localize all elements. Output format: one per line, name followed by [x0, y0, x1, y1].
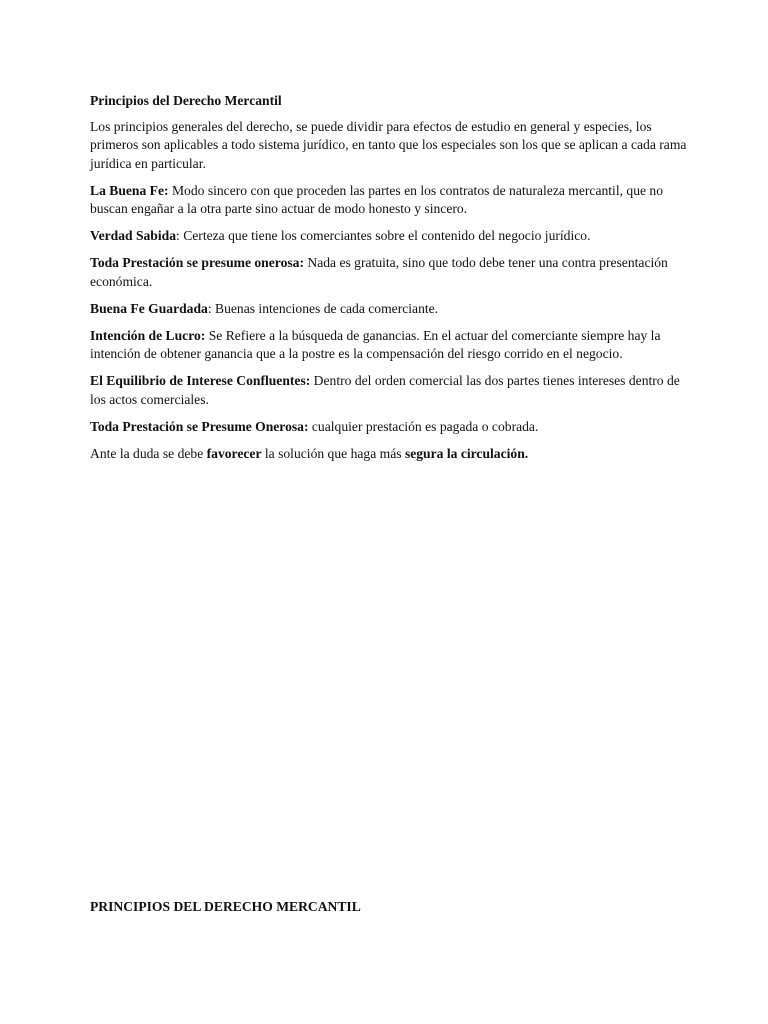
principle-text: : Certeza que tiene los comerciantes sobre el contenido del negocio jurídico.: [176, 228, 591, 244]
closing-bold-2: segura la circulación.: [404, 446, 529, 462]
closing-paragraph: [90, 445, 690, 463]
closing-text-1: Ante la duda se debe: [90, 446, 207, 462]
closing-bold-1: favorecer: [206, 446, 262, 462]
principle-term: Toda Prestación se Presume Onerosa:: [90, 418, 309, 434]
principle-equilibrio-intereses: [90, 372, 690, 408]
principle-text: Modo sincero con que proceden las partes en los contratos de naturaleza mercantil, que no buscan engañar a la otra parte sino actuar de modo honesto y sincero.: [90, 182, 664, 217]
principle-term: El Equilibrio de Interese Confluentes:: [90, 373, 311, 389]
principle-text: Dentro del orden comercial las dos partes tienes intereses dentro de los actos comerciales.: [90, 373, 680, 407]
principle-buena-fe: [90, 182, 690, 218]
closing-text-2: la solución que haga más: [261, 446, 405, 462]
principle-text: cualquier prestación es pagada o cobrada.: [308, 418, 539, 434]
principle-text: : Buenas intenciones de cada comerciante.: [207, 300, 439, 316]
principle-term: Toda Prestación se presume onerosa:: [90, 255, 304, 271]
principle-term: Intención de Lucro:: [90, 328, 206, 344]
principle-prestacion-presume-onerosa: [90, 418, 690, 436]
principle-term: Buena Fe Guardada: [90, 300, 208, 316]
principle-prestacion-onerosa: [90, 254, 690, 290]
principle-text: Se Refiere a la búsqueda de ganancias. En el actuar del comerciante siempre hay la intención de obtener ganancia que a la postre es la compensación del riesgo corrido en el negocio.: [90, 328, 661, 362]
principle-term: Verdad Sabida: [90, 228, 177, 244]
principle-verdad-sabida: [90, 227, 690, 245]
principle-intencion-lucro: [90, 327, 690, 363]
second-page-heading: PRINCIPIOS DEL DERECHO MERCANTIL: [90, 899, 361, 914]
principle-buena-fe-guardada: [90, 300, 690, 318]
principle-text: Nada es gratuita, sino que todo debe tener una contra presentación económica.: [90, 255, 668, 289]
principle-term: La Buena Fe:: [90, 182, 169, 198]
intro-paragraph: Los principios generales del derecho, se puede dividir para efectos de estudio en general y especies, los primeros son aplicables a todo sistema jurídico, en tanto que los especiales son los que se aplican a cada rama jurídica en particular.: [90, 119, 687, 171]
document-body: [90, 92, 690, 472]
document-title: Principios del Derecho Mercantil: [90, 93, 282, 108]
